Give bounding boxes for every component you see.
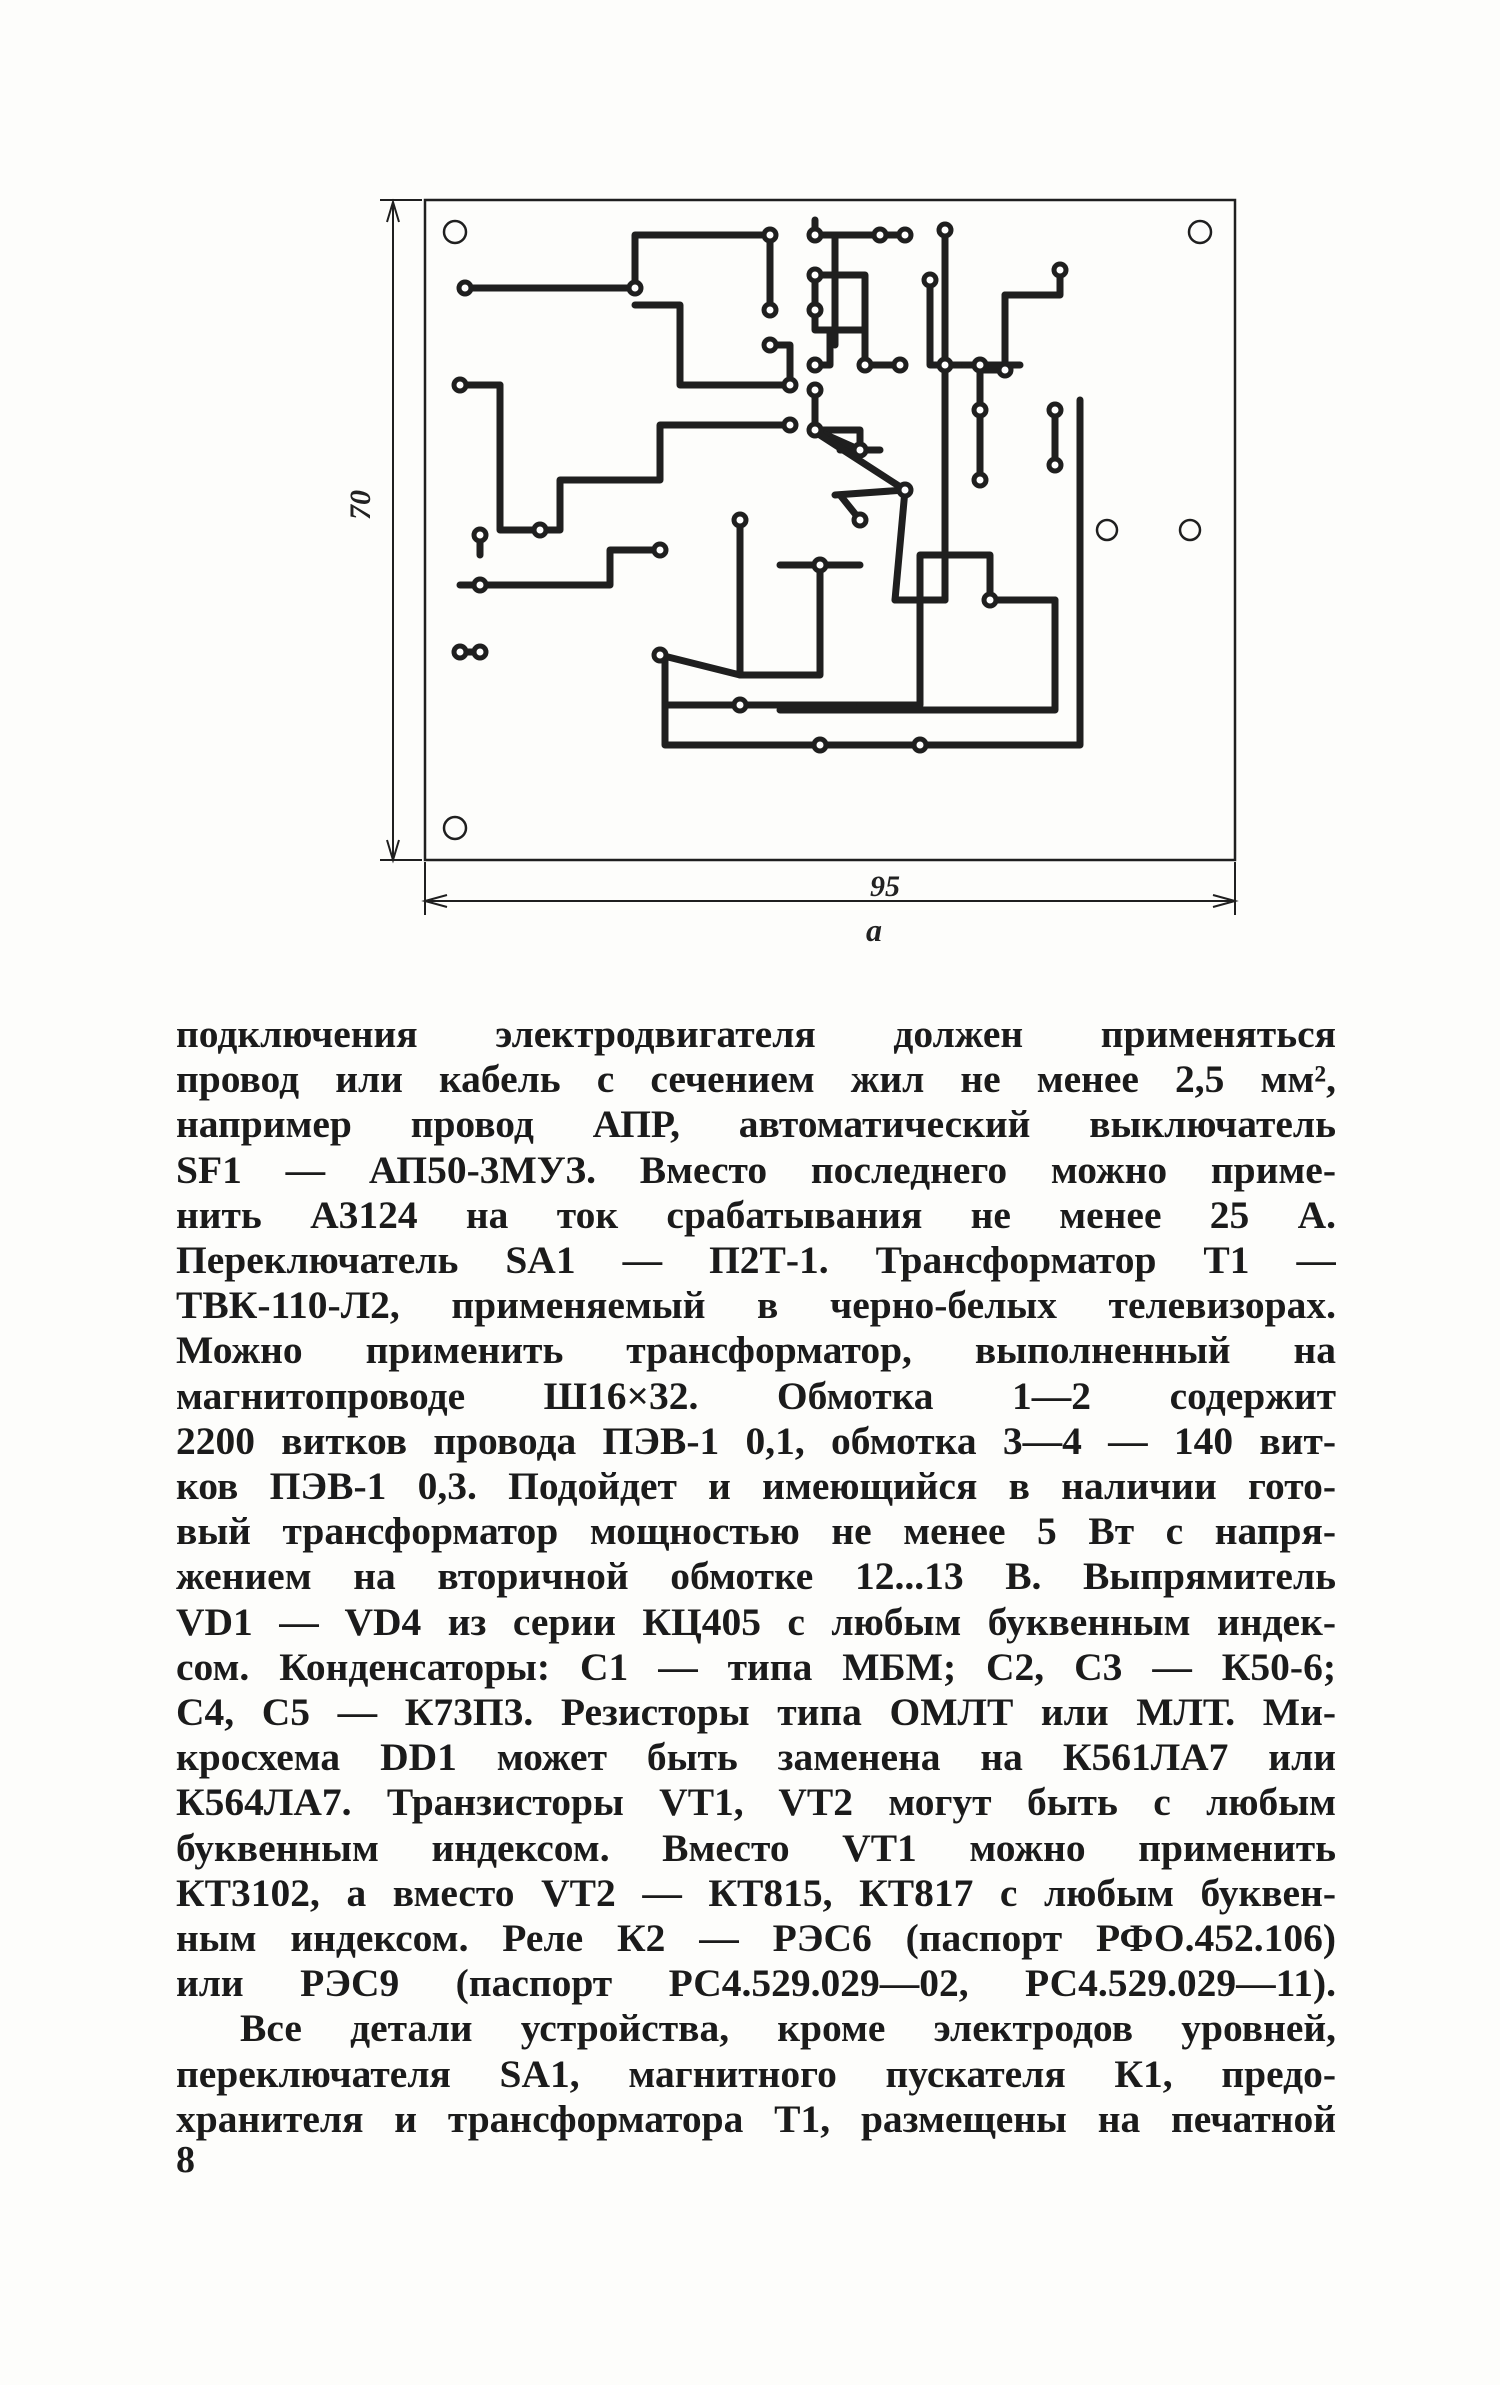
text-line: или РЭС9 (паспорт РС4.529.029—02, РС4.529.029—11).	[176, 1961, 1336, 2006]
page-number: 8	[176, 2139, 195, 2181]
text-line: подключения электродвигателя должен применяться	[176, 1012, 1336, 1056]
text-line: К564ЛА7. Транзисторы VT1, VT2 могут быть с любым	[176, 1780, 1336, 1825]
text-line: Можно применить трансформатор, выполненный на	[176, 1328, 1336, 1373]
width-dimension-label: 95	[870, 870, 900, 903]
body-text	[176, 1012, 1336, 2142]
text-line: ков ПЭВ-1 0,3. Подойдет и имеющийся в наличии гото-	[176, 1464, 1336, 1509]
text-line: 2200 витков провода ПЭВ-1 0,1, обмотка 3—4 — 140 вит-	[176, 1418, 1336, 1463]
text-line: жением на вторичной обмотке 12...13 В. Выпрямитель	[176, 1554, 1336, 1599]
text-line: Все детали устройства, кроме электродов уровней,	[240, 2006, 1336, 2051]
text-line: С4, С5 — К73П3. Резисторы типа ОМЛТ или МЛТ. Ми-	[176, 1690, 1336, 1735]
text-line: вый трансформатор мощностью не менее 5 Вт с напря-	[176, 1509, 1336, 1554]
text-line: например провод АПР, автоматический выключатель	[176, 1102, 1336, 1147]
text-line: ным индексом. Реле К2 — РЭС6 (паспорт РФО.452.106)	[176, 1916, 1336, 1961]
text-line: VD1 — VD4 из серии КЦ405 с любым буквенным индек-	[176, 1599, 1336, 1644]
text-line: хранителя и трансформатора Т1, размещены на печатной	[176, 2096, 1336, 2141]
text-line: КТ3102, а вместо VT2 — КТ815, КТ817 с любым буквен-	[176, 1870, 1336, 1915]
figure-caption: а	[866, 912, 882, 948]
text-line: провод или кабель с сечением жил не менее 2,5 мм²,	[176, 1057, 1336, 1102]
text-line: SF1 — АП50-3МУЗ. Вместо последнего можно приме-	[176, 1147, 1336, 1192]
text-line: сом. Конденсаторы: С1 — типа МБМ; С2, С3 — К50-6;	[176, 1644, 1336, 1689]
pcb-layout-drawing	[360, 190, 1340, 970]
text-line: буквенным индексом. Вместо VT1 можно применить	[176, 1825, 1336, 1870]
width-dimension	[425, 862, 1235, 915]
height-dimension	[380, 200, 422, 860]
text-line: ТВК-110-Л2, применяемый в черно-белых телевизорах.	[176, 1283, 1336, 1328]
paragraph-1	[176, 1012, 1336, 2006]
text-line: кросхема DD1 может быть заменена на К561ЛА7 или	[176, 1735, 1336, 1780]
text-line: нить А3124 на ток срабатывания не менее 25 А.	[176, 1192, 1336, 1237]
text-line: Переключатель SA1 — П2Т-1. Трансформатор Т1 —	[176, 1238, 1336, 1283]
paragraph-2	[176, 2006, 1336, 2142]
text-line: переключателя SA1, магнитного пускателя К1, предо-	[176, 2051, 1336, 2096]
text-line: магнитопроводе Ш16×32. Обмотка 1—2 содержит	[176, 1373, 1336, 1418]
height-dimension-label: 70	[344, 490, 377, 520]
